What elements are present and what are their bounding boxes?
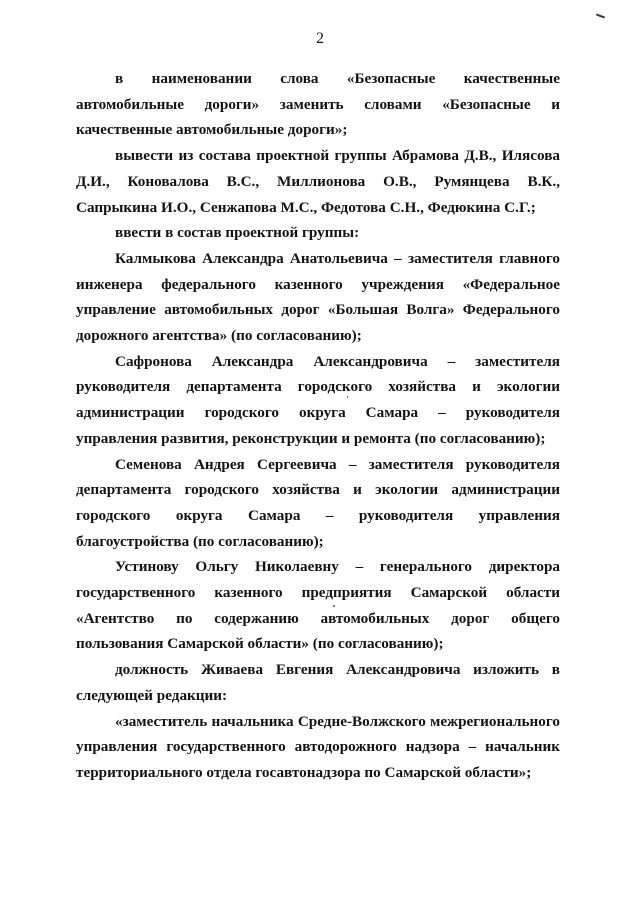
paragraph-member-safronov: Сафронова Александра Александровича – заместителя руководителя департамента городского хозяйства и экологии администрации городского округа Самара – руководителя управления развития, реконструкции и ремонта (по согласованию); [76, 352, 560, 447]
paragraph-position-change-intro: должность Живаева Евгения Александровича изложить в следующей редакции: [76, 661, 560, 704]
paragraph-member-semenov: Семенова Андрея Сергеевича – заместителя руководителя департамента городского хозяйства и экологии администрации городского округа Самара – руководителя управления благоустройства (по согласованию); [76, 455, 560, 550]
paragraph-member-ustinova: Устинову Ольгу Николаевну – генерального директора государственного казенного предприятия Самарской области «Агентство по содержанию автомобильных дорог общего пользования Самарской области» (по согласованию); [76, 558, 560, 653]
paragraph-rename-title: в наименовании слова «Безопасные качественные автомобильные дороги» заменить словами «Безопасные и качественные автомобильные дороги»; [76, 70, 560, 139]
document-body [76, 66, 560, 786]
paragraph-remove-members: вывести из состава проектной группы Абрамова Д.В., Илясова Д.И., Коновалова В.С., Миллионова О.В., Румянцева В.К., Сапрыкина И.О., Сенжапова М.С., Федотова С.Н., Федюкина С.Г.; [76, 147, 560, 216]
paragraph-add-members-intro: ввести в состав проектной группы: [115, 224, 360, 242]
paragraph-position-text: «заместитель начальника Средне-Волжского межрегионального управления государственного автодорожного надзора – начальник территориального отдела госавтонадзора по Самарской области»; [76, 712, 560, 781]
scan-artifact-mark [596, 14, 605, 19]
scan-speck [333, 605, 335, 607]
page-number: 2 [316, 30, 324, 47]
paragraph-member-kalmykov: Калмыкова Александра Анатольевича – заместителя главного инженера федерального казенного учреждения «Федеральное управление автомобильных дорог «Большая Волга» Федерального дорожного агентства» (по согласованию); [76, 249, 560, 345]
scan-speck [347, 396, 348, 398]
